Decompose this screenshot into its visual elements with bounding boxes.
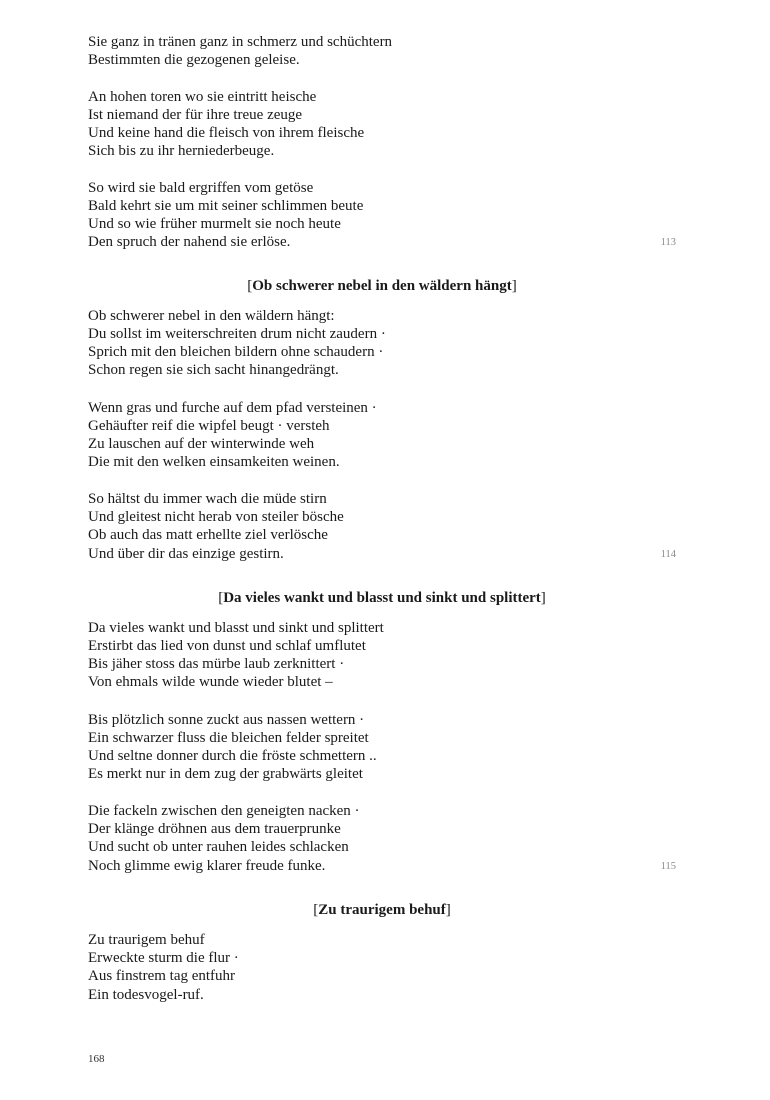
verse-line: Zu traurigem behuf xyxy=(88,932,205,948)
verse-line: So wird sie bald ergriffen vom getöse xyxy=(88,180,314,196)
verse-line: Ist niemand der für ihre treue zeuge xyxy=(88,107,303,123)
verse-line: Es merkt nur in dem zug der grabwärts gleitet xyxy=(88,766,363,782)
poem-title-text: Da vieles wankt und blasst und sinkt und splittert xyxy=(223,590,541,606)
verse-line: Erstirbt das lied von dunst und schlaf umflutet xyxy=(88,638,366,654)
verse-line: Den spruch der nahend sie erlöse. xyxy=(88,234,291,250)
verse-line: Wenn gras und furche auf dem pfad versteinen · xyxy=(88,400,377,416)
verse-line: Und sucht ob unter rauhen leides schlacken xyxy=(88,839,349,855)
verse-line: Und keine hand die fleisch von ihrem fleische xyxy=(88,125,365,141)
poem-title xyxy=(88,901,676,919)
verse-line: Erweckte sturm die flur · xyxy=(88,950,239,966)
bracket-open: [ xyxy=(247,278,253,294)
verse-line: Die fackeln zwischen den geneigten nacken · xyxy=(88,803,360,819)
verse-line: Da vieles wankt und blasst und sinkt und splittert xyxy=(88,620,384,636)
verse-line: Bis jäher stoss das mürbe laub zerknittert · xyxy=(88,656,345,672)
poem-title-text: Ob schwerer nebel in den wäldern hängt xyxy=(252,278,512,294)
verse-line: Ob auch das matt erhellte ziel verlösche xyxy=(88,527,328,543)
verse-line: Sprich mit den bleichen bildern ohne schaudern · xyxy=(88,344,384,360)
poem-title-text: Zu traurigem behuf xyxy=(318,902,446,918)
verse-line: Von ehmals wilde wunde wieder blutet – xyxy=(88,674,333,690)
bracket-open: [ xyxy=(218,590,224,606)
verse-line: Und seltne donner durch die fröste schmettern .. xyxy=(88,748,377,764)
verse-line: Schon regen sie sich sacht hinangedrängt. xyxy=(88,362,339,378)
margin-number: 113 xyxy=(660,237,676,248)
verse-line: Zu lauschen auf der winterwinde weh xyxy=(88,436,315,452)
bracket-open: [ xyxy=(313,902,319,918)
verse-line: Aus finstrem tag entfuhr xyxy=(88,968,236,984)
bracket-close: ] xyxy=(540,590,546,606)
bracket-close: ] xyxy=(445,902,451,918)
verse-line: Und so wie früher murmelt sie noch heute xyxy=(88,216,341,232)
verse-line: Du sollst im weiterschreiten drum nicht zaudern · xyxy=(88,326,386,342)
verse-line: Und gleitest nicht herab von steiler bösche xyxy=(88,509,344,525)
verse-line: Sich bis zu ihr herniederbeuge. xyxy=(88,143,275,159)
verse-line: Der klänge dröhnen aus dem trauerprunke xyxy=(88,821,341,837)
verse-line: Bald kehrt sie um mit seiner schlimmen beute xyxy=(88,198,364,214)
page-number: 168 xyxy=(88,1053,105,1065)
verse-line: Gehäufter reif die wipfel beugt · versteh xyxy=(88,418,330,434)
verse-line: Ein todesvogel-ruf. xyxy=(88,987,204,1003)
bracket-close: ] xyxy=(511,278,517,294)
verse-line: Bis plötzlich sonne zuckt aus nassen wettern · xyxy=(88,712,365,728)
verse-line: Sie ganz in tränen ganz in schmerz und schüchtern xyxy=(88,34,393,50)
verse-line: Bestimmten die gezogenen geleise. xyxy=(88,52,300,68)
verse-line: Ob schwerer nebel in den wäldern hängt: xyxy=(88,308,335,324)
verse-line: Die mit den welken einsamkeiten weinen. xyxy=(88,454,340,470)
verse-line: Ein schwarzer fluss die bleichen felder spreitet xyxy=(88,730,369,746)
margin-number: 114 xyxy=(660,549,676,560)
verse-line: Und über dir das einzige gestirn. xyxy=(88,546,284,562)
verse-line: Noch glimme ewig klarer freude funke. xyxy=(88,858,326,874)
verse-line: So hältst du immer wach die müde stirn xyxy=(88,491,327,507)
poem-title xyxy=(88,589,676,607)
poem-title xyxy=(88,277,676,295)
verse-line: An hohen toren wo sie eintritt heische xyxy=(88,89,317,105)
margin-number: 115 xyxy=(660,861,676,872)
